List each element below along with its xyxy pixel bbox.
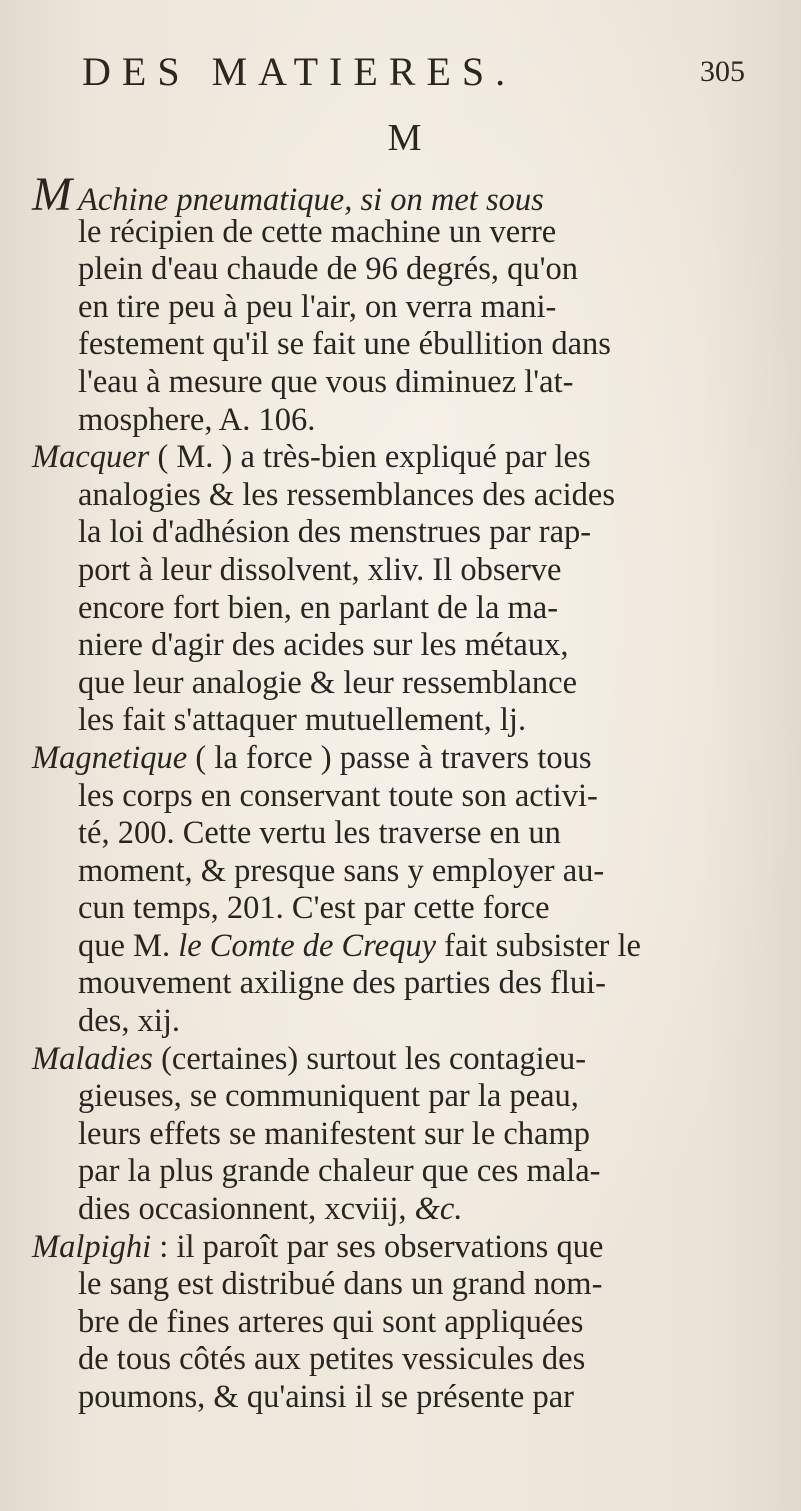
entry-line: plein d'eau chaude de 96 degrés, qu'on [78,251,578,288]
entry-line: bre de fines arteres qui sont appliquées [78,1303,584,1340]
entry-line: la loi d'adhésion des menstrues par rap- [78,514,592,551]
entry-line: en tire peu à peu l'air, on verra mani- [78,288,557,325]
entry-line-text: dies occasionnent, xcviij, [78,1191,415,1228]
entry-line: cun temps, 201. C'est par cette force [78,890,550,927]
entry-line [32,1041,777,1079]
entry-line: des, xij. [78,1003,181,1040]
entry-line [32,168,777,221]
entry-line-text: ( M. ) a très-bien expliqué par les [149,439,591,476]
entry-line: les fait s'attaquer mutuellement, lj. [78,702,527,739]
index-entry-magnetique [32,740,777,1041]
entry-line: encore fort bien, en parlant de la ma- [78,589,559,626]
running-title: DES MATIERES. [82,49,517,94]
entry-line [32,439,777,477]
entry-line-text: que M. [78,927,179,964]
entry-line-text: : il paroît par ses observations que [151,1228,604,1265]
entry-line-text: ( la force ) passe à travers tous [187,739,592,776]
entry-line: le sang est distribué dans un grand nom- [78,1266,603,1303]
entry-line: port à leur dissolvent, xliv. Il observe [78,551,562,588]
entry-line [32,740,777,778]
entry-line-italic: le Comte de Crequy [178,927,437,964]
entry-line [32,1191,777,1229]
index-text [32,168,777,1417]
entry-line: leurs effets se manifestent sur le champ [78,1115,591,1152]
entry-line: festement qu'il se fait une ébullition dans [78,326,611,363]
entry-line-italic: &c. [414,1191,463,1228]
entry-line: gieuses, se communiquent par la peau, [78,1078,579,1115]
entry-headword: Macquer [32,439,150,476]
section-letter: M [387,117,422,159]
index-entry-malpighi [32,1229,777,1417]
running-head [0,50,801,94]
entry-headword: Maladies [32,1040,153,1077]
entry-line: niere d'agir des acides sur les métaux, [78,627,569,664]
entry-line: que leur analogie & leur ressemblance [78,664,578,701]
entry-headword: Malpighi [32,1228,152,1265]
entry-line: mosphere, A. 106. [78,401,316,438]
entry-line: moment, & presque sans y employer au- [78,852,605,889]
entry-line-text: fait subsister le [436,927,641,964]
entry-line: poumons, & qu'ainsi il se présente par [78,1379,574,1415]
entry-line [32,1229,777,1267]
entry-line: analogies & les ressemblances des acides [78,476,615,513]
entry-headword: Magnetique [32,739,188,776]
entry-line [32,928,777,966]
page-number: 305 [700,55,745,88]
entry-line: le récipien de cette machine un verre [78,213,557,250]
entry-line: de tous côtés aux petites vessicules des [78,1341,586,1378]
entry-line-text: (certaines) surtout les contagieu- [152,1040,587,1077]
entry-line: té, 200. Cette vertu les traverse en un [78,815,561,852]
index-entry-machine [32,168,777,439]
entry-line: mouvement axiligne des parties des flui- [78,965,606,1002]
index-entry-macquer [32,439,777,740]
entry-line: l'eau à mesure que vous diminuez l'at- [78,363,574,400]
drop-cap: M [32,168,72,221]
index-entry-maladies [32,1041,777,1229]
entry-line: les corps en conservant toute son activi- [78,777,598,814]
entry-line: par la plus grande chaleur que ces mala- [78,1153,601,1190]
entry-line-text: Achine pneumatique, si on met sous [77,182,544,218]
